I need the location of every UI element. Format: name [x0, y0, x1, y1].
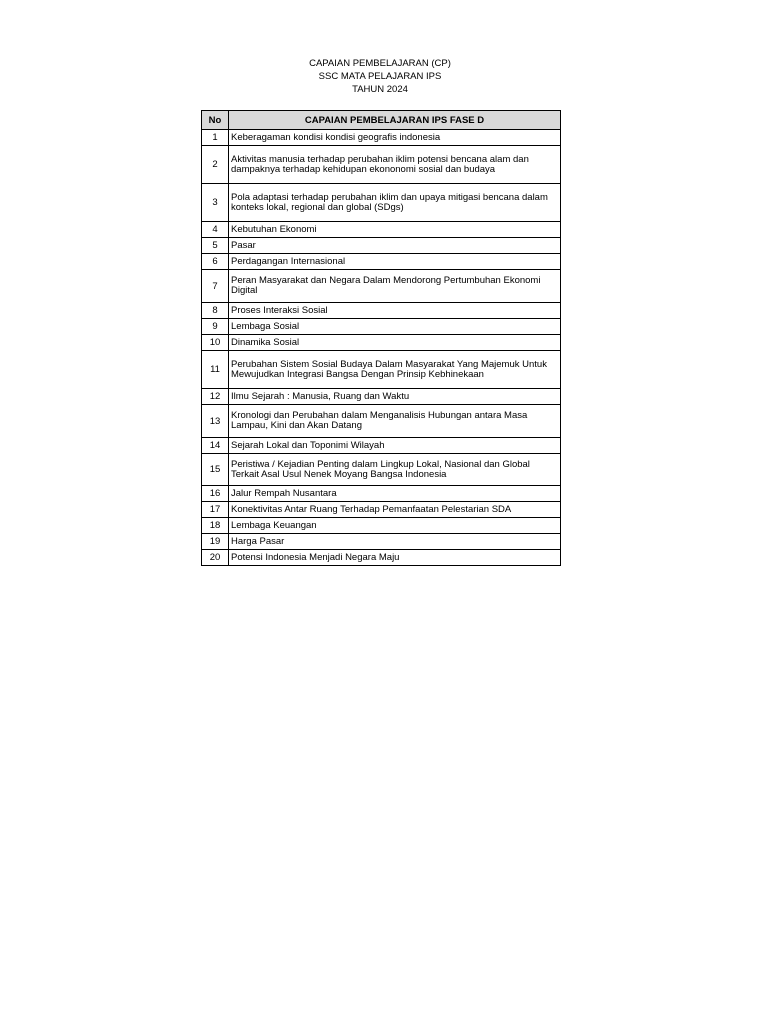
row-cp-text: Proses Interaksi Sosial: [229, 303, 561, 319]
row-number: 12: [202, 389, 229, 405]
table-row: [202, 534, 561, 550]
row-number: 6: [202, 254, 229, 270]
table-row: [202, 351, 561, 389]
table-row: [202, 486, 561, 502]
table-row: [202, 254, 561, 270]
row-number: 3: [202, 184, 229, 222]
row-cp-text: Peran Masyarakat dan Negara Dalam Mendorong Pertumbuhan Ekonomi Digital: [229, 270, 561, 303]
row-number: 20: [202, 550, 229, 566]
row-cp-text: Ilmu Sejarah : Manusia, Ruang dan Waktu: [229, 389, 561, 405]
row-number: 13: [202, 405, 229, 438]
row-number: 7: [202, 270, 229, 303]
table-row: [202, 270, 561, 303]
table-row: [202, 146, 561, 184]
table-row: [202, 335, 561, 351]
row-number: 5: [202, 238, 229, 254]
row-cp-text: Lembaga Sosial: [229, 319, 561, 335]
header-subject-line: SSC MATA PELAJARAN IPS: [318, 71, 442, 82]
table-row: [202, 130, 561, 146]
row-number: 8: [202, 303, 229, 319]
row-number: 14: [202, 438, 229, 454]
row-cp-text: Keberagaman kondisi kondisi geografis indonesia: [229, 130, 561, 146]
row-cp-text: Kebutuhan Ekonomi: [229, 222, 561, 238]
row-number: 18: [202, 518, 229, 534]
row-cp-text: Perubahan Sistem Sosial Budaya Dalam Masyarakat Yang Majemuk Untuk Mewujudkan Integrasi Bangsa Dengan Prinsip Kebhinekaan: [229, 351, 561, 389]
row-number: 2: [202, 146, 229, 184]
row-number: 10: [202, 335, 229, 351]
row-number: 19: [202, 534, 229, 550]
row-cp-text: Perdagangan Internasional: [229, 254, 561, 270]
table-row: [202, 405, 561, 438]
table-row: [202, 222, 561, 238]
table-row: [202, 550, 561, 566]
column-header-no: No: [202, 111, 229, 130]
row-cp-text: Lembaga Keuangan: [229, 518, 561, 534]
table-row: [202, 438, 561, 454]
row-number: 15: [202, 454, 229, 486]
table-row: [202, 238, 561, 254]
row-cp-text: Peristiwa / Kejadian Penting dalam Lingkup Lokal, Nasional dan Global Terkait Asal Usul Nenek Moyang Bangsa Indonesia: [229, 454, 561, 486]
table-row: [202, 319, 561, 335]
row-cp-text: Pasar: [229, 238, 561, 254]
row-number: 4: [202, 222, 229, 238]
table-row: [202, 303, 561, 319]
row-cp-text: Harga Pasar: [229, 534, 561, 550]
column-header-cp: CAPAIAN PEMBELAJARAN IPS FASE D: [229, 111, 561, 130]
header-title-line: CAPAIAN PEMBELAJARAN (CP): [309, 58, 451, 69]
row-number: 17: [202, 502, 229, 518]
row-cp-text: Konektivitas Antar Ruang Terhadap Pemanfaatan Pelestarian SDA: [229, 502, 561, 518]
row-cp-text: Kronologi dan Perubahan dalam Menganalisis Hubungan antara Masa Lampau, Kini dan Akan Datang: [229, 405, 561, 438]
row-number: 16: [202, 486, 229, 502]
table-header-row: [202, 111, 561, 130]
table-row: [202, 454, 561, 486]
table-row: [202, 502, 561, 518]
row-number: 1: [202, 130, 229, 146]
row-cp-text: Dinamika Sosial: [229, 335, 561, 351]
row-cp-text: Potensi Indonesia Menjadi Negara Maju: [229, 550, 561, 566]
table-row: [202, 184, 561, 222]
table-row: [202, 389, 561, 405]
row-cp-text: Sejarah Lokal dan Toponimi Wilayah: [229, 438, 561, 454]
table-row: [202, 518, 561, 534]
row-cp-text: Aktivitas manusia terhadap perubahan iklim potensi bencana alam dan dampaknya terhadap kehidupan ekononomi sosial dan budaya: [229, 146, 561, 184]
row-cp-text: Jalur Rempah Nusantara: [229, 486, 561, 502]
row-cp-text: Pola adaptasi terhadap perubahan iklim dan upaya mitigasi bencana dalam konteks lokal, regional dan global (SDgs): [229, 184, 561, 222]
row-number: 9: [202, 319, 229, 335]
header-year-line: TAHUN 2024: [352, 84, 408, 95]
row-number: 11: [202, 351, 229, 389]
cp-table: [201, 110, 561, 566]
document-header: [200, 57, 560, 96]
